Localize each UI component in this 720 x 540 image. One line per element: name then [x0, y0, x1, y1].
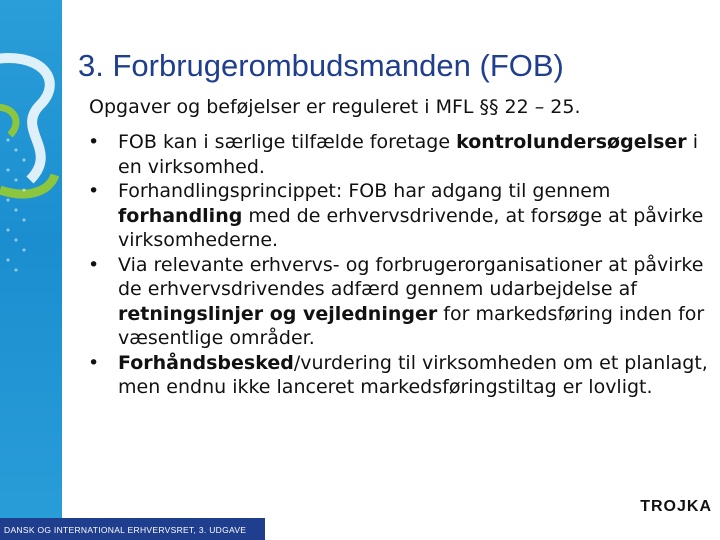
bullet-text: med de erhvervsdrivende, at forsøge at påvirke virksomhederne.	[118, 204, 704, 251]
bullet-item	[88, 130, 708, 179]
bullet-text: /vurdering til virksomheden om et planlagt, men endnu ikke lanceret markedsføringstiltag er lovligt.	[118, 351, 708, 398]
slide-title: 3. Forbrugerombudsmanden (FOB)	[78, 48, 564, 83]
bullet-text: FOB kan i særlige tilfælde foretage	[118, 131, 457, 153]
bullet-dot: •	[88, 253, 100, 276]
bullet-item	[88, 179, 708, 253]
bullet-text: Forhandlingsprincippet: FOB har adgang til gennem	[118, 180, 611, 202]
bullet-list	[88, 130, 708, 400]
bullet-dot: •	[88, 351, 100, 374]
bullet-bold-text: forhandling	[118, 204, 243, 227]
bullet-item	[88, 253, 708, 351]
footer-text: DANSK OG INTERNATIONAL ERHVERVSRET, 3. UDGAVE	[4, 525, 247, 535]
intro-text: Opgaver og beføjelser er reguleret i MFL §§ 22 – 25.	[89, 96, 581, 118]
brand-logo-text: TROJKA	[640, 498, 712, 515]
bullet-dot: •	[88, 180, 100, 202]
bullet-item	[88, 351, 708, 400]
bullet-dot: •	[88, 131, 100, 153]
left-decorative-band	[0, 0, 62, 540]
bullet-text: Via relevante erhvervs- og forbrugerorganisationer at påvirke de erhvervsdrivendes adfærd gennem udarbejdelse af	[118, 253, 704, 300]
bullet-bold-text: kontrolundersøgelser	[456, 131, 687, 153]
bullet-bold-text: retningslinjer og vejledninger	[118, 302, 438, 325]
dot-pattern-decoration	[0, 120, 62, 320]
bullet-text: for markedsføring inden for væsentlige områder.	[118, 302, 705, 349]
bullet-bold-text: Forhåndsbesked	[118, 351, 294, 374]
bullet-text: i en virksomhed.	[118, 131, 698, 178]
